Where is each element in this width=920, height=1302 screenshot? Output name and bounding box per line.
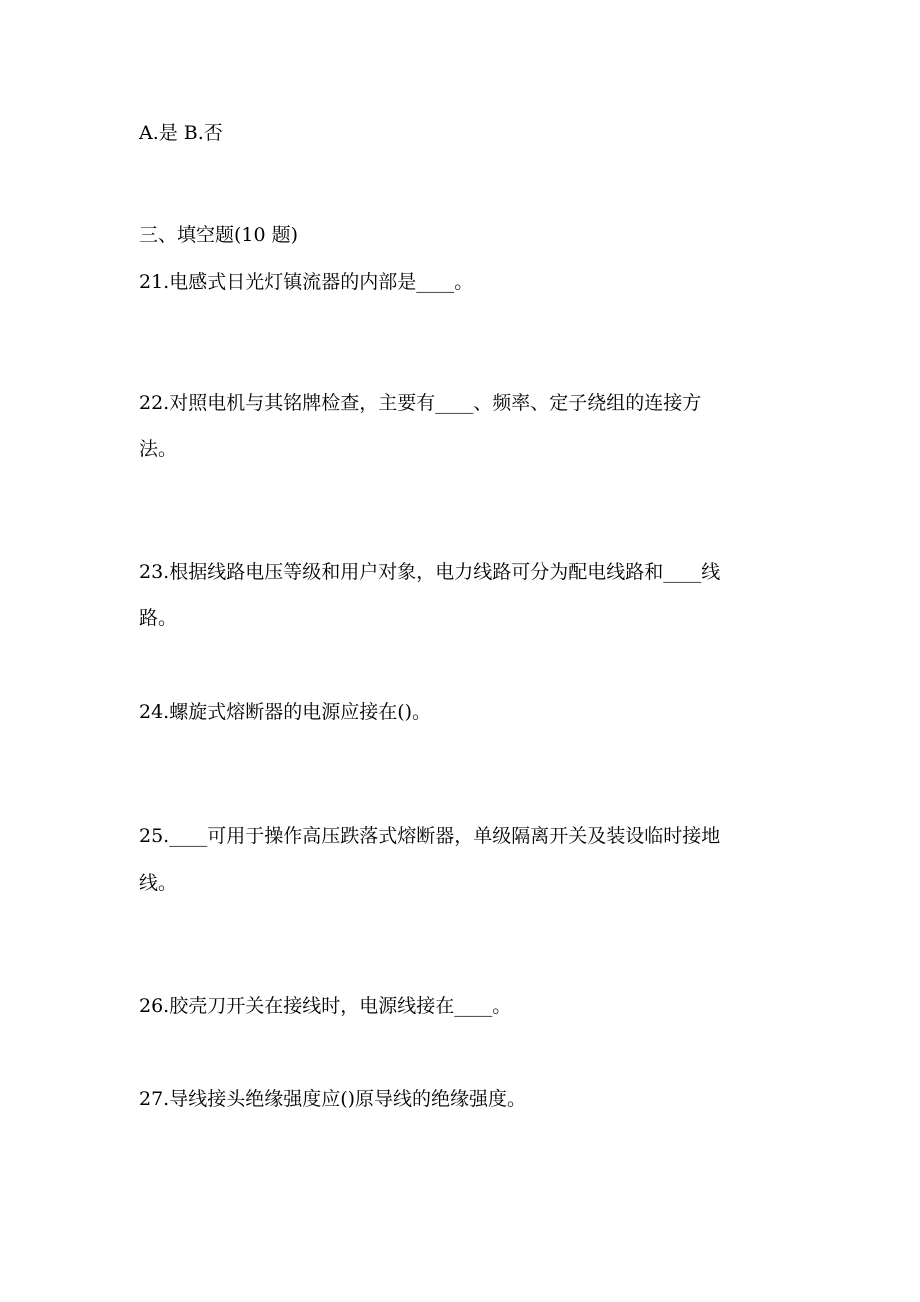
question-24: 24.螺旋式熔断器的电源应接在()。 — [139, 701, 432, 723]
question-23-line-2: 路。 — [139, 607, 178, 629]
question-21: 21.电感式日光灯镇流器的内部是____。 — [139, 271, 474, 293]
question-22-line-1: 22.对照电机与其铭牌检查，主要有____、频率、定子绕组的连接方 — [139, 392, 702, 414]
question-26: 26.胶壳刀开关在接线时，电源线接在____。 — [139, 995, 512, 1017]
question-22-line-2: 法。 — [139, 438, 178, 460]
question-23-line-1: 23.根据线路电压等级和用户对象，电力线路可分为配电线路和____线 — [139, 561, 721, 583]
question-27: 27.导线接头绝缘强度应()原导线的绝缘强度。 — [139, 1088, 527, 1110]
answer-options: A.是 B.否 — [139, 122, 223, 144]
question-25-line-1: 25.____可用于操作高压跌落式熔断器，单级隔离开关及装设临时接地 — [139, 825, 721, 847]
question-25-line-2: 线。 — [139, 872, 178, 894]
section-title: 三、填空题(10 题) — [139, 224, 299, 246]
